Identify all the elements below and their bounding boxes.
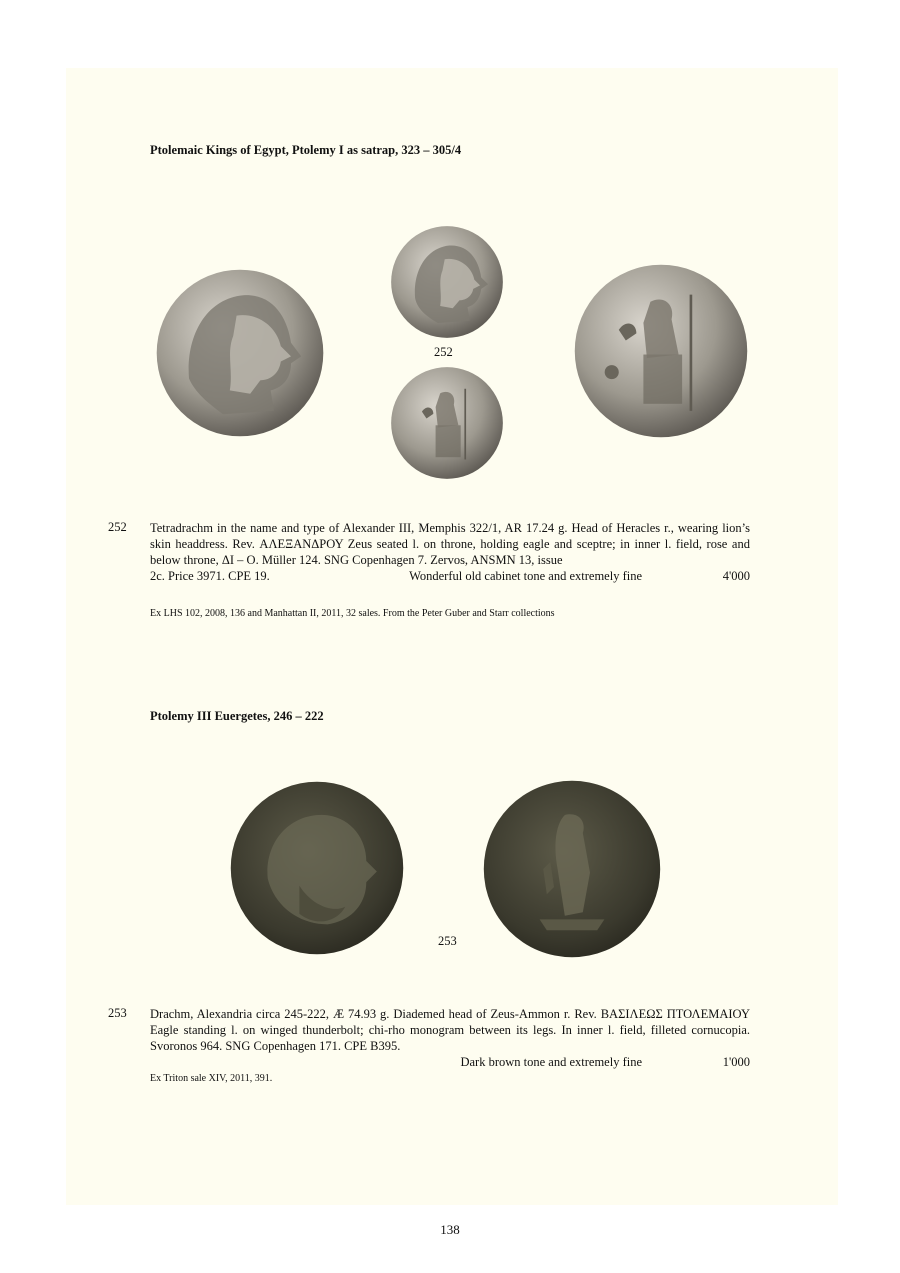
lot-description-last-line: [150, 1054, 750, 1070]
lot-number-253: 253: [108, 1006, 127, 1020]
coin-image-heracles-obverse-large: [154, 268, 326, 438]
lot-description-252: [150, 520, 750, 584]
section-heading-ptolemy-i: Ptolemaic Kings of Egypt, Ptolemy I as satrap, 323 – 305/4: [150, 143, 462, 157]
lot-provenance-252: Ex LHS 102, 2008, 136 and Manhattan II, 2011, 32 sales. From the Peter Guber and Starr collections: [150, 608, 555, 619]
coin-caption-252: 252: [434, 345, 453, 359]
coin-caption-253: 253: [438, 934, 457, 948]
coin-image-eagle-reverse: [480, 779, 664, 959]
lot-description-text: Drachm, Alexandria circa 245-222, Æ 74.93 g. Diademed head of Zeus-Ammon r. Rev. ΒΑΣΙΛΕΩΣ ΠΤΟΛΕΜΑΙΟΥ Eagle standing l. on winged thunderbolt; chi-rho monogram between its legs. In inner l. field, filleted cornucopia. Svoronos 964. SNG Copenhagen 171. CPE B395.: [150, 1007, 750, 1053]
lot-estimate: 4'000: [722, 569, 750, 583]
coin-image-zeus-reverse-large: [573, 262, 749, 440]
section-heading-ptolemy-iii: Ptolemy III Euergetes, 246 – 222: [150, 709, 324, 723]
coin-image-zeus-reverse-small: [389, 366, 505, 480]
lot-provenance-253: Ex Triton sale XIV, 2011, 391.: [150, 1073, 273, 1084]
lot-estimate: 1'000: [722, 1055, 750, 1069]
lot-description-text: Tetradrachm in the name and type of Alexander III, Memphis 322/1, AR 17.24 g. Head of Heracles r., wearing lion’s skin headdress. Rev. ΑΛΕΞΑΝΔΡΟΥ Zeus seated l. on throne, holding eagle and sceptre; in inner l. field, rose and below throne, ΔΙ – Ο. Müller 124. SNG Copenhagen 7. Zervos, ANSMN 13, issue: [150, 521, 750, 567]
lot-grade: Dark brown tone and extremely fine: [460, 1055, 642, 1069]
lot-number-252: 252: [108, 520, 127, 534]
page-number: 138: [440, 1222, 460, 1237]
lot-description-253: [150, 1006, 750, 1070]
lot-references: 2c. Price 3971. CPE 19.: [150, 569, 270, 583]
lot-grade: Wonderful old cabinet tone and extremely fine: [409, 569, 642, 583]
coin-image-heracles-obverse-small: [389, 225, 505, 339]
coin-image-zeus-ammon-obverse: [226, 780, 408, 956]
lot-description-last-line: [150, 568, 750, 584]
